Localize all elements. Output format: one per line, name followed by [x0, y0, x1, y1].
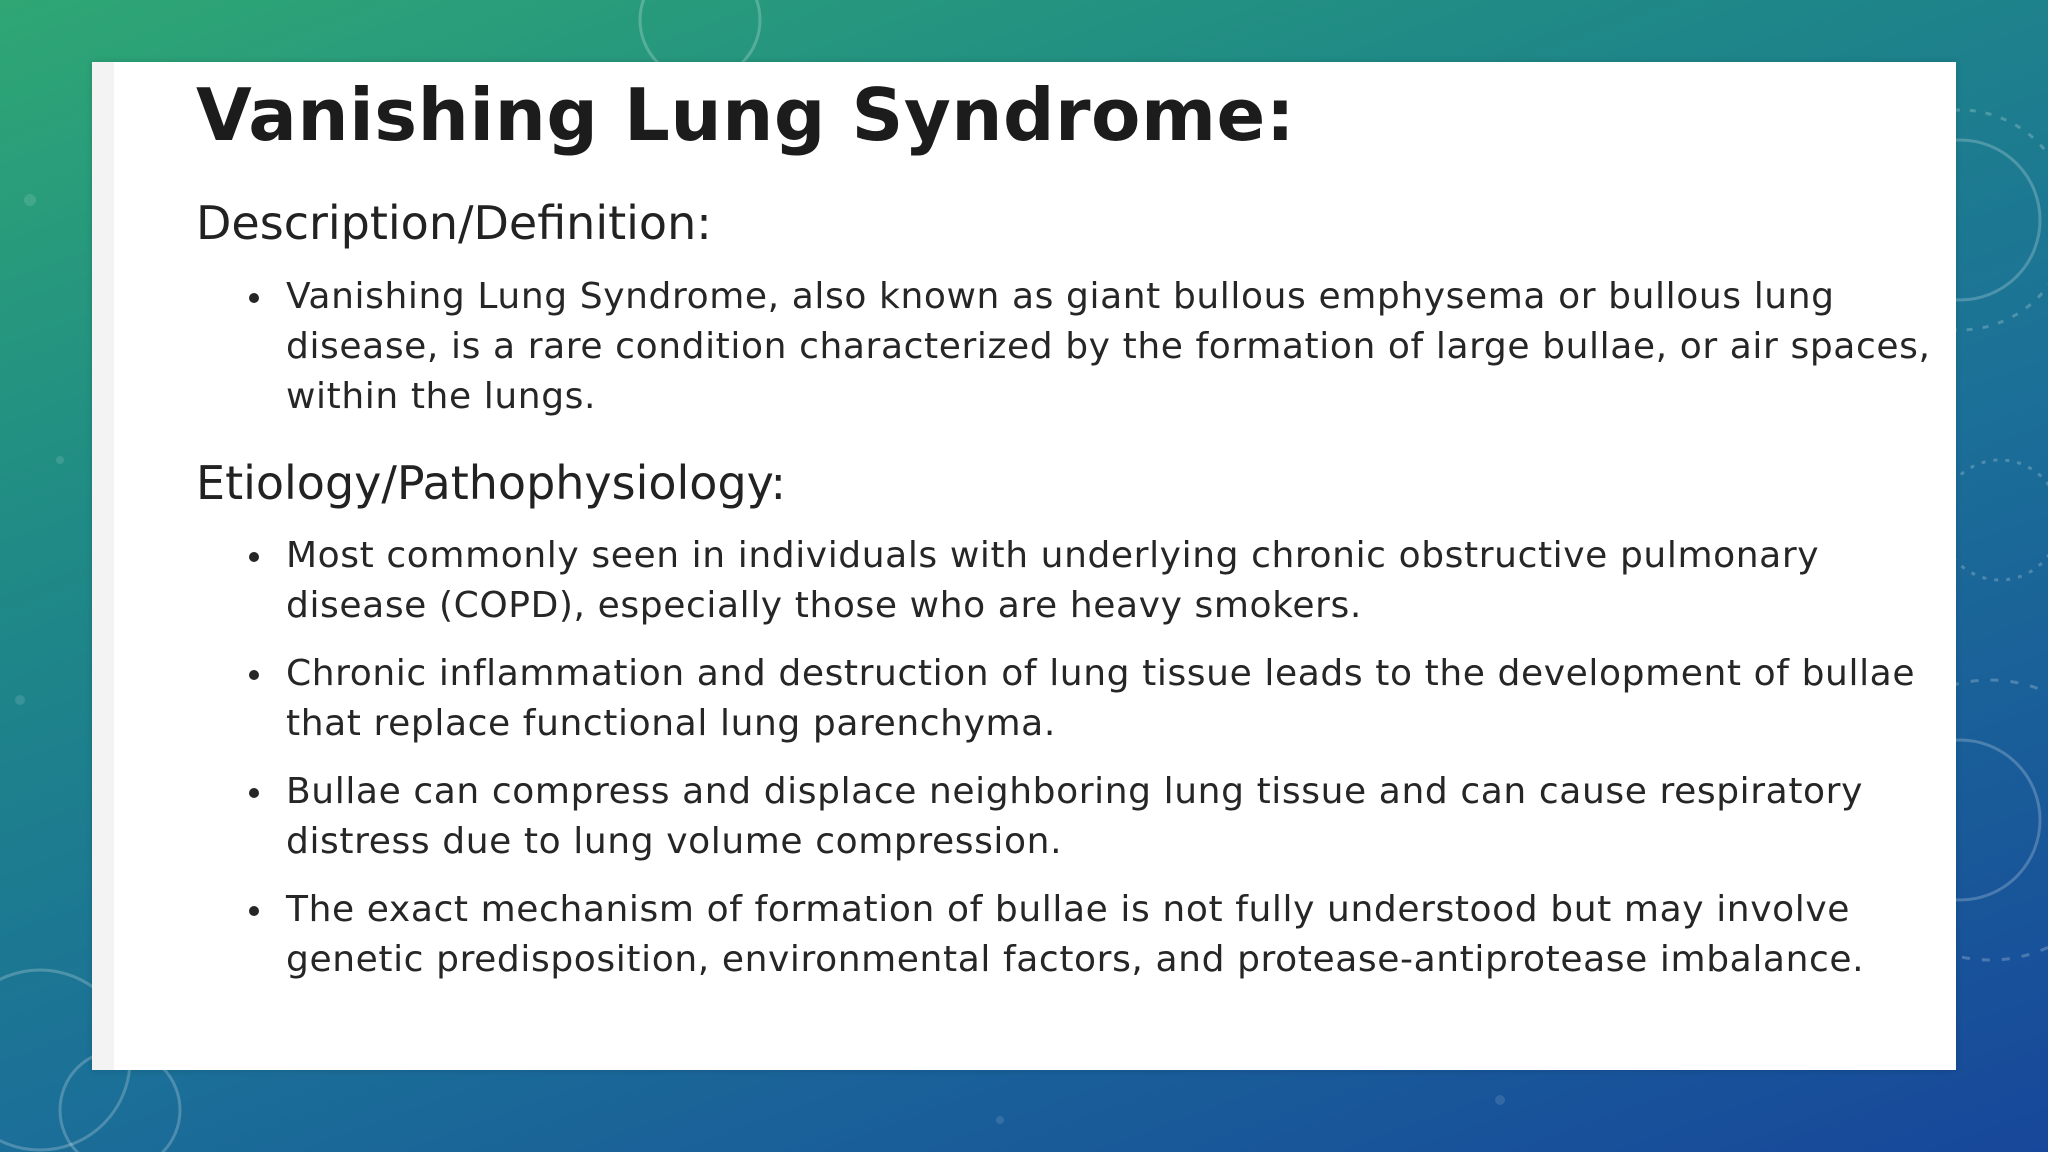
bullet-text: Bullae can compress and displace neighboring lung tissue and can cause respiratory distress due to lung volume compression.: [286, 770, 1863, 862]
bullet-text: The exact mechanism of formation of bullae is not fully understood but may involve genetic predisposition, environmental factors, and protease-antiprotease imbalance.: [286, 888, 1865, 980]
bullet-text: Vanishing Lung Syndrome, also known as giant bullous emphysema or bullous lung disease, is a rare condition characterized by the formation of large bullae, or air spaces, within the lungs.: [286, 275, 1931, 417]
page-title: Vanishing Lung Syndrome:: [196, 73, 1296, 157]
slide-card: [92, 62, 1956, 1070]
list-item: [286, 767, 1936, 867]
section-heading-etiology: Etiology/Pathophysiology:: [196, 455, 787, 510]
slide-content: [196, 72, 1936, 985]
list-item: [286, 649, 1936, 749]
section-heading-description: Description/Definition:: [196, 196, 712, 251]
bullet-icon: [249, 788, 259, 798]
list-item: [286, 531, 1936, 631]
bullet-icon: [249, 293, 259, 303]
list-item: [286, 272, 1936, 422]
etiology-bullet-list: [196, 531, 1936, 985]
bullet-icon: [249, 552, 259, 562]
description-bullet-list: [196, 272, 1936, 422]
bullet-icon: [249, 670, 259, 680]
bullet-text: Most commonly seen in individuals with underlying chronic obstructive pulmonary disease (COPD), especially those who are heavy smokers.: [286, 534, 1820, 626]
list-item: [286, 885, 1936, 985]
bullet-icon: [249, 906, 259, 916]
bullet-text: Chronic inflammation and destruction of lung tissue leads to the development of bullae that replace functional lung parenchyma.: [286, 652, 1916, 744]
